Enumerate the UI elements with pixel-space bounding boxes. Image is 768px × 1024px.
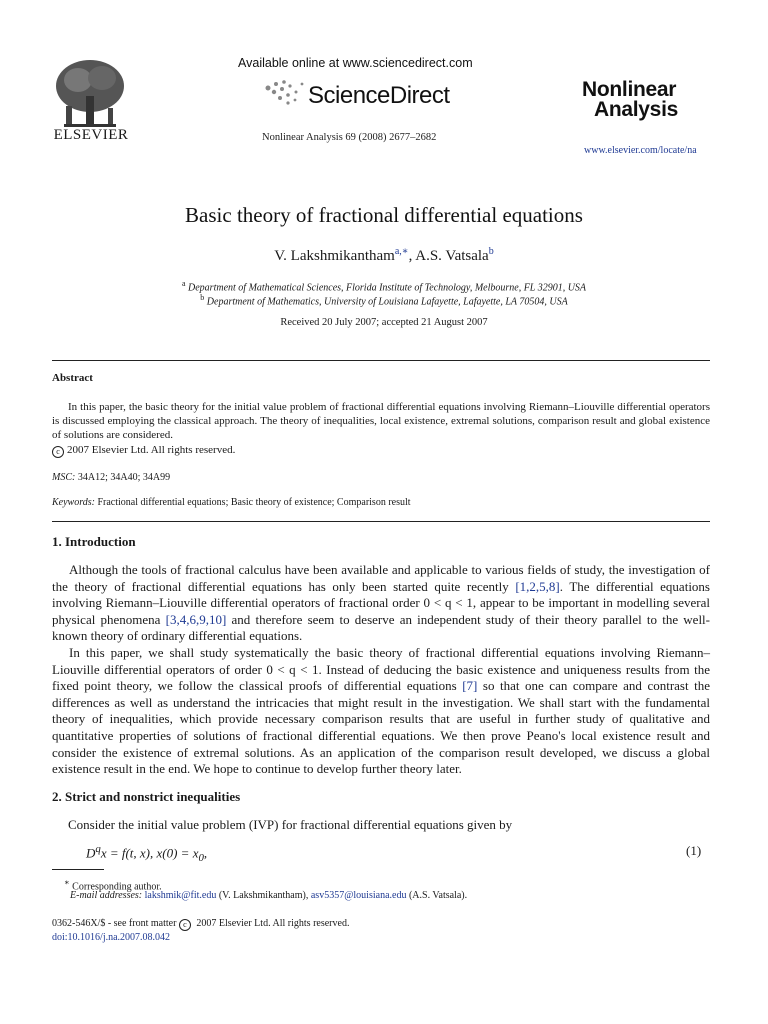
journal-title <box>582 80 678 120</box>
doi-link[interactable]: doi:10.1016/j.na.2007.08.042 <box>52 932 171 943</box>
issn-text: 0362-546X/$ - see front matter <box>52 918 179 929</box>
msc-codes <box>52 472 170 483</box>
issn-copyright: 2007 Elsevier Ltd. All rights reserved. <box>193 918 350 929</box>
email-link-1[interactable]: lakshmik@fit.edu <box>144 890 217 901</box>
citation-link-1[interactable]: [1,2,5,8] <box>515 578 560 594</box>
affiliation-b-text: Department of Mathematics, University of Louisiana Lafayette, Lafayette, LA 70504, USA <box>206 296 568 308</box>
intro-p2-text-a: In this paper, we shall study systematically the basic theory of fractional differential equations involving Riemann–Liouville differential operators of order 0 < q < 1. Instead of deducing the basic existence and uniqueness results from the fixed point theory, we follow the classical proofs of differential equations <box>52 645 710 694</box>
intro-paragraph-2 <box>52 645 710 778</box>
paper-title: Basic theory of fractional differential equations <box>185 203 583 227</box>
journal-title-line1: Nonlinear <box>582 78 677 101</box>
affiliation-a-marker: a <box>181 279 186 288</box>
email-2-owner: (A.S. Vatsala). <box>406 890 468 901</box>
email-link-2[interactable]: asv5357@louisiana.edu <box>310 890 407 901</box>
email-1-owner: (V. Lakshmikantham), <box>216 890 311 901</box>
eq-operator: D <box>86 845 96 861</box>
journal-title-line2: Analysis <box>594 98 678 121</box>
footnote-rule <box>52 869 104 870</box>
author-1: V. Lakshmikantham <box>274 248 395 264</box>
copyright-icon: c <box>52 446 64 458</box>
abstract-heading: Abstract <box>52 372 93 384</box>
section-2-paragraph: Consider the initial value problem (IVP) for fractional differential equations given by <box>68 817 513 832</box>
abstract-bottom-rule <box>52 521 710 522</box>
intro-p1-text-c: and therefore seem to deserve an independent study of their theory parallel to the well-known theory of ordinary differential equations. <box>52 611 710 644</box>
author-2-affil-link[interactable]: b <box>488 246 494 257</box>
eq-end: , <box>203 845 208 861</box>
abstract-copyright <box>52 444 235 458</box>
affiliation-b <box>0 293 768 307</box>
received-dates: Received 20 July 2007; accepted 21 August 2007 <box>280 317 488 328</box>
author-1-affil-link[interactable]: a,∗ <box>394 246 409 257</box>
author-2: A.S. Vatsala <box>415 248 489 264</box>
affiliation-a-text: Department of Mathematical Sciences, Florida Institute of Technology, Melbourne, FL 32901, USA <box>188 282 587 294</box>
author-separator: , <box>408 248 416 264</box>
affiliation-b-marker: b <box>200 293 205 302</box>
equation-1 <box>86 843 207 864</box>
equation-number: (1) <box>686 843 702 858</box>
keywords-values: Fractional differential equations; Basic theory of existence; Comparison result <box>94 497 411 508</box>
intro-p1-text-a: Although the tools of fractional calculus have been available and applicable to various fields of study, the investigation of the theory of fractional differential equations has only been started quite recently <box>52 562 710 594</box>
footnote-star: ∗ <box>64 878 70 887</box>
journal-url-link[interactable]: www.elsevier.com/locate/na <box>584 145 697 156</box>
email-addresses-note <box>70 890 467 901</box>
section-1-heading: 1. Introduction <box>52 534 136 549</box>
section-2-heading: 2. Strict and nonstrict inequalities <box>52 789 241 804</box>
keywords <box>52 497 411 508</box>
keywords-label: Keywords: <box>52 497 95 508</box>
available-online[interactable]: Available online at www.sciencedirect.com <box>238 56 473 70</box>
corresponding-text: Corresponding author. <box>69 881 162 893</box>
citation-link-3[interactable]: [7] <box>462 678 478 694</box>
abstract-top-rule <box>52 360 710 361</box>
abstract-body: In this paper, the basic theory for the initial value problem of fractional differential equations involving Riemann–Liouville differential operators is discussed employing the classical approach. The theory of inequalities, local existence, extremal solutions, comparison result and global existence of solutions are considered. <box>52 401 710 441</box>
abstract-copyright-text: 2007 Elsevier Ltd. All rights reserved. <box>67 444 236 456</box>
intro-p2-text-b: so that one can compare and contrast the differences as well as understand the intricacies that might result in the investigation. We shall start with the fundamental theory of inequalities, which provide necessary comparison results that are useful in further study of qualitative and quantitative properties of solutions of fractional differential equations. We then prove Peano's local existence result and consider the existence of extremal solutions. As an application of the comparison result developed, we discuss a global existence result in the end. We hope to continue to develop further theory later. <box>52 678 710 777</box>
email-label: E-mail addresses: <box>70 890 143 901</box>
eq-order: q <box>95 843 101 855</box>
msc-label: MSC: <box>52 472 76 483</box>
eq-body: x = f(t, x), x(0) = x <box>100 845 199 861</box>
intro-paragraph-1 <box>52 562 710 645</box>
intro-p1-text-b: . The differential equations involving Riemann–Liouville differential operators of fractional order 0 < q < 1, appear to be important in modelling several physical phenomena <box>52 578 710 627</box>
citation-link-2[interactable]: [3,4,6,9,10] <box>165 611 227 627</box>
msc-values: 34A12; 34A40; 34A99 <box>75 472 171 483</box>
eq-subscript: 0 <box>198 851 204 864</box>
journal-citation: Nonlinear Analysis 69 (2008) 2677–2682 <box>262 132 437 143</box>
issn-line <box>52 918 349 931</box>
publisher-name: ELSEVIER <box>53 127 129 143</box>
copyright-icon: c <box>179 919 191 931</box>
sciencedirect-wordmark: ScienceDirect <box>308 82 450 109</box>
author-line <box>0 246 768 265</box>
affiliation-a <box>0 279 768 293</box>
